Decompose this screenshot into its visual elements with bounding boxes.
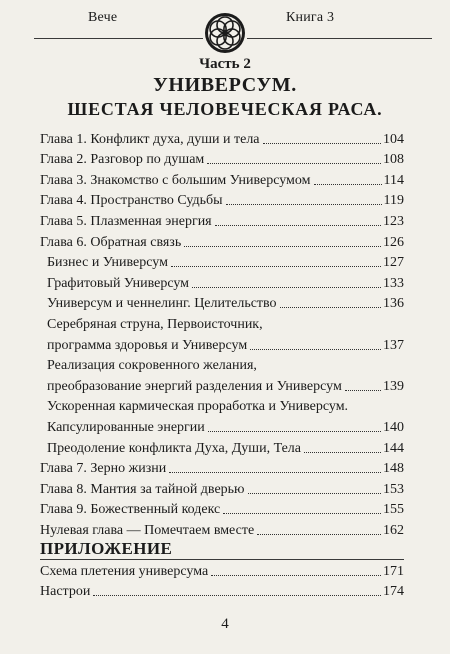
toc-entry-title: Глава 4. Пространство Судьбы: [40, 193, 223, 209]
toc-entry: [40, 396, 404, 417]
toc-entry-title: Глава 7. Зерно жизни: [40, 461, 167, 477]
toc-entry: [40, 272, 404, 293]
toc-entry-title: Глава 6. Обратная связь: [40, 234, 182, 250]
toc-entry: [40, 334, 404, 355]
toc-entry: [40, 231, 404, 252]
dot-leader: [215, 225, 381, 226]
toc-entry-title: преобразование энергий разделения и Универсум: [47, 378, 342, 394]
toc-entry: [40, 519, 404, 540]
toc-entry-page: 171: [383, 563, 404, 579]
part-title-line2: ШЕСТАЯ ЧЕЛОВЕЧЕСКАЯ РАСА.: [67, 99, 383, 119]
dot-leader: [169, 472, 381, 473]
header-right-title: Книга 3: [286, 10, 335, 25]
appendix-heading: ПРИЛОЖЕНИЕ: [40, 539, 173, 558]
table-of-contents: [40, 128, 404, 540]
dot-leader: [208, 431, 381, 432]
toc-entry: [40, 437, 404, 458]
dot-leader: [226, 204, 382, 205]
toc-entry: [40, 252, 404, 273]
toc-entry-title: Капсулированные энергии: [47, 419, 205, 435]
toc-entry-title: Графитовый Универсум: [47, 275, 190, 291]
toc-entry-title: Нулевая глава — Помечтаем вместе: [40, 522, 255, 538]
toc-entry-page: 148: [383, 461, 404, 477]
toc-entry-page: 140: [383, 419, 404, 435]
dot-leader: [211, 575, 381, 576]
toc-entry: [40, 581, 404, 602]
dot-leader: [345, 390, 381, 391]
dot-leader: [257, 534, 381, 535]
toc-entry-title: Схема плетения универсума: [40, 563, 209, 579]
toc-entry-title: Ускоренная кармическая проработка и Универсум.: [47, 399, 349, 415]
page-number: 4: [221, 616, 229, 632]
toc-entry-page: 126: [383, 234, 404, 250]
dot-leader: [184, 246, 381, 247]
dot-leader: [250, 349, 381, 350]
toc-entry-page: 174: [383, 584, 404, 600]
toc-entry: [40, 128, 404, 149]
part-title-line1: УНИВЕРСУМ.: [153, 74, 297, 96]
toc-entry-title: Преодоление конфликта Духа, Души, Тела: [47, 440, 301, 456]
toc-entry: [40, 210, 404, 231]
toc-entry-page: 136: [383, 296, 404, 312]
toc-entry: [40, 458, 404, 479]
toc-entry: [40, 355, 404, 376]
part-label: Часть 2: [199, 56, 251, 72]
dot-leader: [280, 307, 381, 308]
toc-entry-page: 119: [383, 193, 404, 209]
toc-entry: [40, 169, 404, 190]
toc-entry-title: Глава 5. Плазменная энергия: [40, 213, 212, 229]
toc-entry-page: 155: [383, 502, 404, 518]
toc-entry: [40, 375, 404, 396]
toc-entry-title: Настрои: [40, 584, 91, 600]
toc-entry-title: программа здоровья и Универсум: [47, 337, 248, 353]
toc-entry-title: Реализация сокровенного желания,: [47, 358, 257, 374]
toc-entry-title: Универсум и ченнелинг. Целительство: [47, 296, 277, 312]
toc-entry-page: 123: [383, 213, 404, 229]
toc-entry-page: 139: [383, 378, 404, 394]
toc-entry-page: 133: [383, 275, 404, 291]
toc-entry: [40, 560, 404, 581]
toc-entry: [40, 313, 404, 334]
dot-leader: [304, 452, 381, 453]
toc-entry-title: Бизнес и Универсум: [47, 255, 168, 271]
toc-entry: [40, 478, 404, 499]
toc-entry-page: 127: [383, 255, 404, 271]
toc-entry-title: Глава 9. Божественный кодекс: [40, 502, 221, 518]
dot-leader: [207, 163, 381, 164]
toc-entry-page: 153: [383, 481, 404, 497]
appendix-list: [40, 560, 404, 601]
dot-leader: [192, 287, 381, 288]
toc-entry-title: Глава 1. Конфликт духа, души и тела: [40, 131, 260, 147]
dot-leader: [248, 493, 381, 494]
rosette-ornament-icon: [203, 11, 247, 55]
dot-leader: [223, 513, 381, 514]
dot-leader: [171, 266, 381, 267]
toc-entry-page: 137: [383, 337, 404, 353]
toc-entry: [40, 499, 404, 520]
dot-leader: [263, 143, 381, 144]
toc-entry-title: Глава 8. Мантия за тайной дверью: [40, 481, 245, 497]
header-left-title: Вече: [88, 10, 118, 25]
toc-entry-page: 162: [383, 522, 404, 538]
toc-entry-page: 144: [383, 440, 404, 456]
toc-entry: [40, 293, 404, 314]
toc-entry-page: 104: [383, 131, 404, 147]
toc-entry-page: 108: [383, 152, 404, 168]
toc-entry-title: Глава 2. Разговор по душам: [40, 152, 205, 168]
toc-entry-title: Глава 3. Знакомство с большим Универсумом: [40, 172, 311, 188]
toc-entry: [40, 149, 404, 170]
toc-entry: [40, 416, 404, 437]
dot-leader: [314, 184, 382, 185]
running-header: [0, 0, 450, 46]
toc-entry: [40, 190, 404, 211]
toc-entry-page: 114: [383, 172, 404, 188]
toc-entry-title: Серебряная струна, Первоисточник,: [47, 316, 263, 332]
dot-leader: [93, 595, 381, 596]
